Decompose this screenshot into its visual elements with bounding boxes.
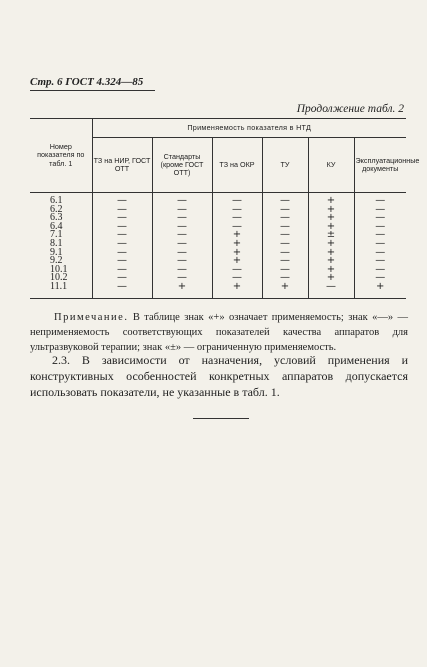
- table-cell: —: [354, 240, 406, 249]
- table-cell: +: [308, 274, 354, 283]
- column-header-standards: Стандарты (кроме ГОСТ ОТТ): [152, 138, 212, 193]
- table-cell: +: [308, 266, 354, 275]
- table-cell: —: [92, 193, 152, 206]
- table-cell: —: [354, 257, 406, 266]
- table-cell: —: [92, 283, 152, 298]
- table-cell: —: [354, 214, 406, 223]
- table-row: [30, 249, 406, 258]
- row-number: 6.1: [50, 195, 63, 206]
- table-cell: —: [92, 274, 152, 283]
- table-cell: —: [152, 240, 212, 249]
- table-cell: —: [212, 193, 262, 206]
- table-cell: —: [354, 231, 406, 240]
- table-cell: —: [262, 214, 308, 223]
- table-cell: —: [262, 240, 308, 249]
- table-cell: —: [262, 249, 308, 258]
- note-text: В таблице знак «+» означает применяемость; знак «—» — неприменяемость соответствующих показателей качества аппаратов для ультразвуковой терапии; знак «±» — ограниченную применяемость.: [30, 312, 408, 353]
- table-cell: —: [152, 206, 212, 215]
- table-cell: —: [92, 223, 152, 232]
- table-cell: —: [212, 266, 262, 275]
- table-cell: —: [262, 223, 308, 232]
- row-number: 6.3: [50, 212, 63, 224]
- column-header-tz-nir: ТЗ на НИР, ГОСТ ОТТ: [92, 138, 152, 193]
- table-row: [30, 240, 406, 249]
- column-header-indicator-number: Номер показателя по табл. 1: [30, 119, 92, 193]
- table-cell: —: [262, 257, 308, 266]
- table-cell: —: [152, 249, 212, 258]
- table-cell: —: [262, 231, 308, 240]
- table-cell: —: [92, 240, 152, 249]
- row-number: 8.1: [50, 237, 63, 249]
- table-row: [30, 223, 406, 232]
- table-note: [30, 310, 408, 355]
- row-number: 10.1: [50, 263, 68, 275]
- table-cell: +: [308, 214, 354, 223]
- table-cell: +: [354, 283, 406, 298]
- row-number: 11.1: [30, 283, 92, 298]
- table-row: [30, 193, 406, 206]
- table-cell: —: [92, 214, 152, 223]
- table-cell: ±: [308, 231, 354, 240]
- table-cell: —: [262, 193, 308, 206]
- column-header-tu: ТУ: [262, 138, 308, 193]
- row-number: 9.2: [50, 255, 63, 267]
- table-cell: —: [152, 274, 212, 283]
- row-number: 6.4: [50, 220, 63, 232]
- table-cell: —: [92, 249, 152, 258]
- table-cell: —: [212, 214, 262, 223]
- table-row: [30, 206, 406, 215]
- table-cell: —: [262, 274, 308, 283]
- table-cell: —: [92, 266, 152, 275]
- table-cell: —: [262, 206, 308, 215]
- table-row: [30, 283, 406, 298]
- table-cell: —: [354, 249, 406, 258]
- table-cell: —: [354, 223, 406, 232]
- column-header-tz-okr: ТЗ на ОКР: [212, 138, 262, 193]
- table-cell: —: [308, 283, 354, 298]
- table-cell: +: [308, 257, 354, 266]
- table-cell: +: [212, 240, 262, 249]
- column-header-ku: КУ: [308, 138, 354, 193]
- table-cell: —: [152, 257, 212, 266]
- table-cell: +: [308, 240, 354, 249]
- row-number: 9.1: [50, 246, 63, 258]
- table-cell: +: [308, 223, 354, 232]
- table-cell: +: [308, 206, 354, 215]
- paragraph-text: 2.3. В зависимости от назначения, условий применения и конструктивных особенностей конкретных аппаратов допускается использовать показатели, не указанные в табл. 1.: [30, 353, 408, 399]
- table-cell: +: [308, 249, 354, 258]
- column-group-header: Применяемость показателя в НТД: [92, 119, 406, 138]
- table-row: [30, 266, 406, 275]
- table-cell: —: [262, 266, 308, 275]
- table-cell: —: [92, 206, 152, 215]
- table-cell: —: [152, 193, 212, 206]
- table-cell: —: [212, 223, 262, 232]
- table-cell: —: [152, 214, 212, 223]
- table-cell: —: [92, 231, 152, 240]
- paragraph-2-3: [30, 352, 408, 400]
- table-cell: —: [354, 266, 406, 275]
- applicability-table: [30, 118, 420, 299]
- row-number: 10.2: [50, 272, 68, 284]
- row-number: 6.2: [50, 203, 63, 215]
- table-cell: +: [212, 257, 262, 266]
- row-number: 7.1: [50, 229, 63, 241]
- table-row: [30, 231, 406, 240]
- page-header: Стр. 6 ГОСТ 4.324—85: [30, 76, 155, 91]
- table-row: [30, 274, 406, 283]
- column-header-operating-docs: Эксплуатационные документы: [354, 138, 406, 193]
- table-row: [30, 214, 406, 223]
- table-cell: —: [92, 257, 152, 266]
- table-continuation-label: Продолжение табл. 2: [296, 103, 404, 115]
- table-cell: —: [354, 206, 406, 215]
- table-cell: —: [152, 223, 212, 232]
- table-cell: —: [152, 231, 212, 240]
- table-cell: +: [308, 193, 354, 206]
- table-cell: +: [152, 283, 212, 298]
- table-cell: —: [354, 193, 406, 206]
- table-row: [30, 257, 406, 266]
- table-cell: —: [212, 274, 262, 283]
- table-cell: +: [212, 249, 262, 258]
- table-cell: —: [212, 206, 262, 215]
- table-cell: +: [262, 283, 308, 298]
- end-divider: [193, 418, 249, 419]
- table-cell: —: [152, 266, 212, 275]
- table-cell: —: [354, 274, 406, 283]
- table-cell: +: [212, 283, 262, 298]
- table-cell: +: [212, 231, 262, 240]
- note-lead: Примечание.: [54, 312, 129, 323]
